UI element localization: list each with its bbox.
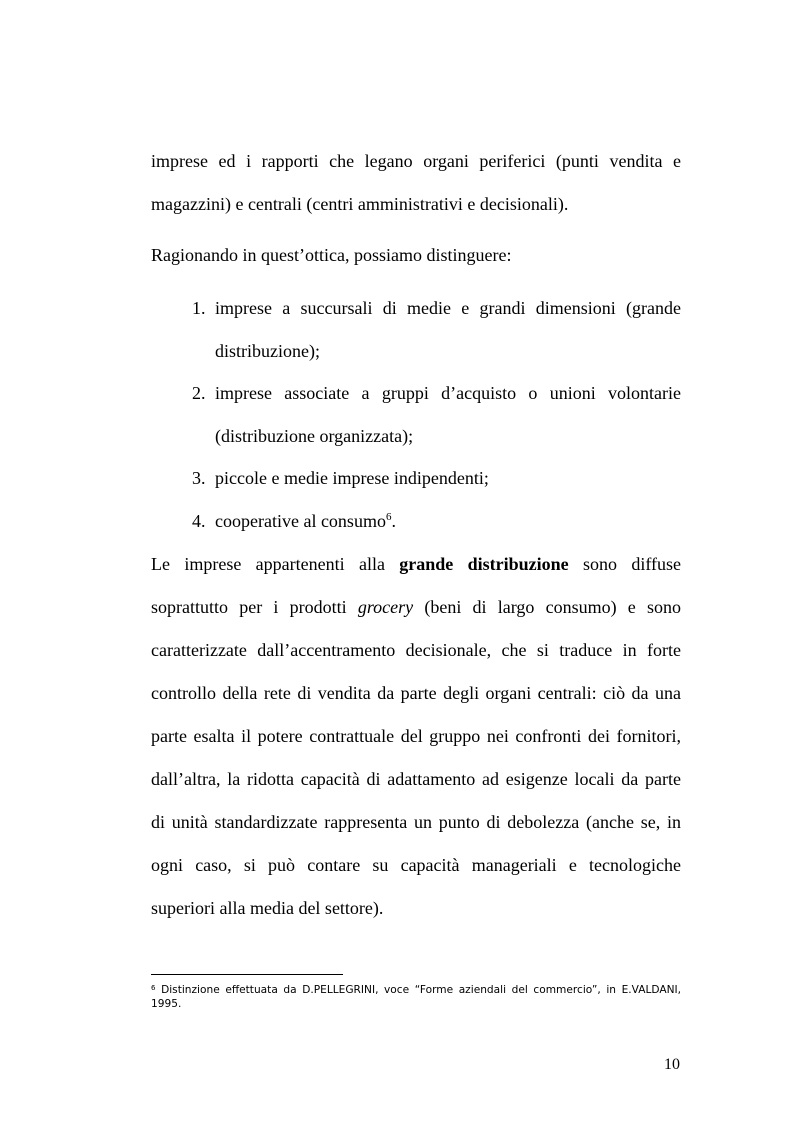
- list-text: piccole e medie imprese indipendenti;: [215, 468, 489, 488]
- paragraph-line: imprese ed i rapporti che legano organi periferici (punti vendita e: [151, 151, 681, 171]
- footnote-text: 1995.: [151, 998, 182, 1010]
- paragraph-text: soprattutto per i prodotti: [151, 597, 358, 617]
- paragraph-line: superiori alla media del settore).: [151, 898, 384, 918]
- paragraph-line: caratterizzate dall’accentramento decisionale, che si traduce in forte: [151, 640, 681, 660]
- list-text: distribuzione);: [215, 341, 320, 361]
- list-number: 2.: [192, 383, 206, 403]
- list-text: imprese associate a gruppi d’acquisto o unioni volontarie: [215, 383, 681, 403]
- list-number: 3.: [192, 468, 206, 488]
- italic-term: grocery: [357, 597, 414, 617]
- bold-term: grande distribuzione: [399, 554, 569, 574]
- paragraph-line: ogni caso, si può contare su capacità manageriali e tecnologiche: [151, 855, 681, 875]
- paragraph-line: di unità standardizzate rappresenta un punto di debolezza (anche se, in: [151, 812, 681, 832]
- footnote: [151, 983, 681, 1011]
- list-item: [192, 457, 681, 500]
- footnote-divider: [151, 974, 343, 975]
- list-item: [192, 287, 681, 373]
- paragraph-intro: [151, 140, 681, 226]
- footnote-text: Distinzione effettuata da D.PELLEGRINI, voce “Forme aziendali del commercio”, in E.VALDANI,: [155, 984, 681, 996]
- list-text: (distribuzione organizzata);: [215, 426, 414, 446]
- list-item: [192, 500, 681, 543]
- paragraph-text: Le imprese appartenenti alla: [151, 554, 400, 574]
- list-punctuation: .: [391, 511, 396, 531]
- paragraph-grande-distribuzione: [151, 543, 681, 930]
- list-text: imprese a succursali di medie e grandi dimensioni (grande: [215, 298, 681, 318]
- paragraph-text: sono diffuse: [568, 554, 681, 574]
- list-text: cooperative al consumo: [215, 511, 386, 531]
- paragraph-line: Ragionando in quest’ottica, possiamo distinguere:: [151, 245, 512, 265]
- footnote-reference: 6: [385, 511, 392, 523]
- footnote-marker: 6: [151, 984, 156, 992]
- paragraph-line: parte esalta il potere contrattuale del gruppo nei confronti dei fornitori,: [151, 726, 681, 746]
- paragraph-text: (beni di largo consumo) e sono: [413, 597, 681, 617]
- list-number: 1.: [192, 298, 206, 318]
- list-item: [192, 372, 681, 458]
- paragraph-lead-in: [151, 234, 681, 277]
- page-number: 10: [664, 1056, 680, 1073]
- paragraph-line: magazzini) e centrali (centri amministrativi e decisionali).: [151, 194, 569, 214]
- paragraph-line: dall’altra, la ridotta capacità di adattamento ad esigenze locali da parte: [151, 769, 681, 789]
- list-number: 4.: [192, 511, 206, 531]
- paragraph-line: controllo della rete di vendita da parte degli organi centrali: ciò da una: [151, 683, 681, 703]
